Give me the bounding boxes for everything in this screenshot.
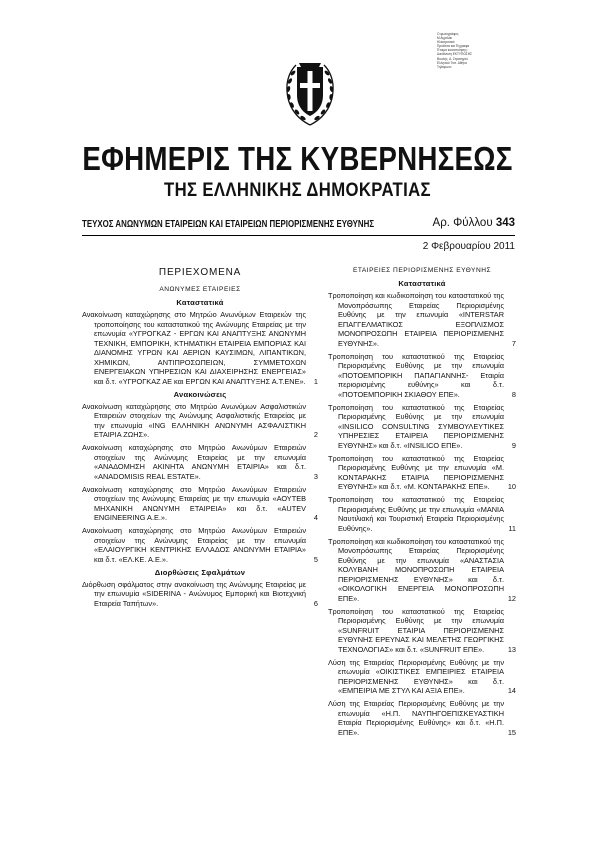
toc-entry-page: 13 bbox=[507, 644, 516, 654]
subsection-heading: Διορθώσεις Σφαλμάτων bbox=[154, 567, 246, 577]
header-divider bbox=[82, 235, 515, 236]
toc-entry[interactable] bbox=[328, 658, 516, 696]
subsection-heading: Ανακοινώσεις bbox=[173, 389, 227, 399]
issue-date: 2 Φεβρουαρίου 2011 bbox=[422, 241, 515, 252]
toc-entry-page: 9 bbox=[511, 440, 516, 450]
stamp-line: Μ Αγγελάκ bbox=[437, 36, 453, 41]
stamp-line: Ο φωτογράφος bbox=[437, 32, 459, 36]
issue-label: Αρ. Φύλλου bbox=[432, 217, 493, 229]
toc-entry[interactable] bbox=[328, 403, 516, 451]
toc-entry[interactable] bbox=[82, 580, 318, 609]
toc-entry-page: 3 bbox=[313, 471, 318, 481]
stamp-line: Διεύθυνση ΕΚΤΥΠΩΣΗΣ bbox=[437, 52, 472, 57]
toc-entry-page: 11 bbox=[508, 523, 516, 533]
toc-entry-page: 8 bbox=[511, 389, 516, 399]
contents-right-column bbox=[328, 266, 516, 741]
toc-entry-text: Τροποποίηση του καταστατικού της Εταιρείας Περιορισμένης Ευθύνης με την επωνυμία «ΜΑΝΙΑ Ναυτιλιακή και Τουριστική Εταιρεία Περιορισμένης Ευθύνης». bbox=[328, 495, 504, 533]
toc-entry-page: 7 bbox=[511, 338, 516, 348]
stamp-line: Ηλεκτρονικά bbox=[437, 40, 455, 45]
toc-entry[interactable] bbox=[82, 485, 318, 523]
toc-entry-text: Ανακοίνωση καταχώρησης στο Μητρώο Ανωνύμων Εταιρειών στοιχείων της Ανώνυμης Εταιρείας με την επωνυμία «ΕΛΑΙΟΥΡΓΙΚΗ ΚΕΝΤΡΙΚΗΣ ΕΛΛΑΔΟΣ ΑΝΩΝΥΜΗ ΕΤΑΙΡΙΑ» και δ.τ. «ΕΛ.ΚΕ. Α.Ε.». bbox=[82, 526, 306, 564]
gazette-title: ΕΦΗΜΕΡΙΣ ΤΗΣ ΚΥΒΕΡΝΗΣΕΩΣ bbox=[82, 140, 513, 177]
toc-entry-text: Τροποποίηση του καταστατικού της Εταιρείας Περιορισμένης Ευθύνης με την επωνυμία «Μ. ΚΟΝΤΑΡΑΚΗΣ ΕΤΑΙΡΙΑ ΠΕΡΙΟΡΙΣΜΕΝΗΣ ΕΥΘΥΝΗΣ» και δ.τ. «Μ. ΚΟΝΤΑΡΑΚΗΣ ΕΠΕ». bbox=[328, 453, 504, 492]
toc-entry-text: Ανακοίνωση καταχώρησης στο Μητρώο Ανωνύμων Εταιρειών της τροποποίησης του καταστατικού της Ανώνυμης Εταιρείας με την επωνυμία «ΥΓΡΟΓΚΑΖ - ΕΡΓΩΝ ΚΑΙ ΑΝΑΠΤΥΞΗΣ ΑΝΩΝΥΜΗ ΤΕΧΝΙΚΗ, ΕΜΠΟΡΙΚΗ, ΚΤΗΜΑΤΙΚΗ ΕΤΑΙΡΕΙΑ ΕΜΠΟΡΙΑΣ ΚΑΙ ΔΙΑΝΟΜΗΣ ΥΓΡΩΝ ΚΑΙ ΑΕΡΙΩΝ ΚΑΥΣΙΜΩΝ, ΛΙΠΑΝΤΙΚΩΝ, ΧΗΜΙΚΩΝ, ΑΝΤΙΠΡΟΣΩΠΕΙΩΝ, ΣΥΜΜΕΤΟΧΩΝ ΕΝΕΡΓΕΙΑΚΩΝ ΥΠΗΡΕΣΙΩΝ ΚΑΙ ΔΙΑΧΕΙΡΗΣΗΣ ΕΝΕΡΓΕΙΑΣ» και δ.τ. «ΥΓΡΟΓΚΑΖ ΑΕ και ΕΡΓΩΝ ΚΑΙ ΑΝΑΠΤΥΞΗΣ Α.Τ.ΕΝΕ». bbox=[82, 310, 306, 386]
toc-entry-text: Διόρθωση σφάλματος στην ανακοίνωση της Ανώνυμης Εταιρείας με την επωνυμία «SIDERINA - Ανώνυμος Εμπορική και Βιοτεχνική Εταιρεία Ταπήτων». bbox=[82, 579, 306, 608]
toc-entry-text: Τροποποίηση του καταστατικού της Εταιρείας Περιορισμένης Ευθύνης με την επωνυμία «INSILICO CONSULTING ΣΥΜΒΟΥΛΕΥΤΙΚΕΣ ΥΠΗΡΕΣΙΕΣ ΕΤΑΙΡΕΙΑ ΠΕΡΙΟΡΙΣΜΕΝΗΣ ΕΥΘΥΝΗΣ» και δ.τ. «INSILICO ΕΠΕ». bbox=[328, 402, 504, 450]
greek-coat-of-arms-icon bbox=[282, 55, 338, 127]
issue-type: ΤΕΥΧΟΣ ΑΝΩΝΥΜΩΝ ΕΤΑΙΡΕΙΩΝ ΚΑΙ ΕΤΑΙΡΕΙΩΝ ΠΕΡΙΟΡΙΣΜΕΝΗΣ ΕΥΘΥΝΗΣ bbox=[82, 219, 375, 230]
stamp-line: Έτοιμα κοινοποίησης: bbox=[437, 48, 468, 53]
toc-entry-text: Ανακοίνωση καταχώρησης στο Μητρώο Ανωνύμων Ασφαλιστικών Εταιρειών στοιχείων της Ανώνυμης Ασφαλιστικής Εταιρείας με την επωνυμία «ING ΕΛΛΗΝΙΚΗ ΑΝΩΝΥΜΗ ΑΣΦΑΛΙΣΤΙΚΗ ΕΤΑΙΡΙΑ ΖΩΗΣ». bbox=[82, 401, 306, 440]
issue-number: 343 bbox=[495, 217, 515, 229]
subsection-heading: Καταστατικά bbox=[398, 279, 446, 288]
toc-entry-page: 4 bbox=[313, 513, 318, 523]
toc-entry-page: 12 bbox=[507, 593, 516, 603]
toc-entry-text: Τροποποίηση του καταστατικού της Εταιρείας Περιορισμένης Ευθύνης με την επωνυμία «ΠΟΤΟΕΜΠΟΡΙΚΗ ΠΑΠΑΓΙΑΝΝΗΣ- Εταιρία περιορισμένης ευθύνης» και δ.τ. «ΠΟΤΟΕΜΠΟΡΙΚΗ ΣΚΙΑΘΟΥ ΕΠΕ». bbox=[328, 351, 504, 399]
subsection-heading: Καταστατικά bbox=[176, 298, 224, 307]
contents-left-column bbox=[82, 266, 318, 612]
toc-entry-page: 1 bbox=[313, 376, 318, 386]
stamp-line: Ελληνικό Τυπ. Αθήνα bbox=[437, 60, 467, 65]
section-heading: ΕΤΑΙΡΕΙΕΣ ΠΕΡΙΟΡΙΣΜΕΝΗΣ ΕΥΘΥΝΗΣ bbox=[352, 267, 492, 274]
stamp-line: Βουλής, Α. Στρατηγού bbox=[437, 56, 468, 61]
toc-entry-text: Τροποποίηση του καταστατικού της Εταιρείας Περιορισμένης Ευθύνης με την επωνυμία «SUNFRUIT ΕΤΑΙΡΙΑ ΠΕΡΙΟΡΙΣΜΕΝΗΣ ΕΥΘΥΝΗΣ ΕΡΕΥΝΑΣ ΚΑΙ ΜΕΛΕΤΗΣ ΓΕΩΡΓΙΚΗΣ ΤΕΧΝΟΛΟΓΙΑΣ» και δ.τ. «SUNFRUIT ΕΠΕ». bbox=[328, 606, 504, 654]
toc-entry-page: 2 bbox=[313, 430, 318, 440]
toc-entry-page: 5 bbox=[313, 554, 318, 564]
toc-entry[interactable] bbox=[328, 454, 516, 492]
toc-entry[interactable] bbox=[82, 526, 318, 564]
toc-entry-text: Τροποποίηση και κωδικοποίηση του καταστατικού της Μονοπρόσωπης Εταιρείας Περιορισμένης Ευθύνης με την επωνυμία «INTERSTAR ΕΠΑΓΓΕΛΜΑΤΙΚΟΣ ΕΞΟΠΛΙΣΜΟΣ ΜΟΝΟΠΡΟΣΩΠΗ ΕΤΑΙΡΕΙΑ ΠΕΡΙΟΡΙΣΜΕΝΗΣ ΕΥΘΥΝΗΣ». bbox=[328, 291, 504, 348]
toc-entry-page: 14 bbox=[507, 686, 516, 696]
toc-entry[interactable] bbox=[82, 402, 318, 440]
toc-entry-page: 6 bbox=[313, 598, 318, 608]
toc-entry[interactable] bbox=[82, 443, 318, 481]
toc-entry-page: 15 bbox=[507, 727, 516, 737]
toc-entry-text: Λύση της Εταιρείας Περιορισμένης Ευθύνης με την επωνυμία «Η.Π. ΝΑΥΠΗΓΟΕΠΙΣΚΕΥΑΣΤΙΚΗ Εταιρία Περιορισμένης Ευθύνης» και δ.τ. «Η.Π. ΕΠΕ». bbox=[328, 699, 504, 737]
stamp-line: Τηλέφωνο bbox=[437, 64, 452, 69]
contents-heading: ΠΕΡΙΕΧΟΜΕΝΑ bbox=[158, 267, 242, 278]
section-heading: ΑΝΩΝΥΜΕΣ ΕΤΑΙΡΕΙΕΣ bbox=[159, 286, 241, 293]
toc-entry[interactable] bbox=[328, 291, 516, 348]
gazette-subtitle: ΤΗΣ ΕΛΛΗΝΙΚΗΣ ΔΗΜΟΚΡΑΤΙΑΣ bbox=[164, 180, 431, 201]
toc-entry[interactable] bbox=[328, 607, 516, 655]
toc-entry-page: 10 bbox=[507, 482, 516, 492]
toc-entry[interactable] bbox=[328, 495, 516, 533]
toc-entry[interactable] bbox=[328, 699, 516, 737]
toc-entry[interactable] bbox=[82, 310, 318, 386]
toc-entry-text: Τροποποίηση και κωδικοποίηση του καταστατικού της Μονοπρόσωπης Εταιρείας Περιορισμένης Ευθύνης με την επωνυμία «ΑΝΑΣΤΑΣΙΑ ΚΟΛΥΒΑΝΗ ΜΟΝΟΠΡΟΣΩΠΗ ΕΤΑΙΡΕΙΑ ΠΕΡΙΟΡΙΣΜΕΝΗΣ ΕΥΘΥΝΗΣ» και δ.τ. «ΟΙΚΟΛΟΓΙΚΗ ΕΝΕΡΓΕΙΑ ΜΟΝΟΠΡΟΣΩΠΗ ΕΠΕ». bbox=[328, 536, 504, 603]
toc-entry-text: Ανακοίνωση καταχώρησης στο Μητρώο Ανωνύμων Εταιρειών στοιχείων της Ανώνυμης Εταιρείας με την επωνυμία «ΑΝΑΔΟΜΗΣΗ ΑΚΙΝΗΤΑ ΑΝΩΝΥΜΗ ΕΤΑΙΡΙΑ» και δ.τ. «ANADOMISIS REAL ESTATE». bbox=[82, 443, 306, 481]
toc-entry[interactable] bbox=[328, 352, 516, 400]
toc-entry-text: Ανακοίνωση καταχώρησης στο Μητρώο Ανωνύμων Εταιρειών στοιχείων της Ανώνυμης Εταιρείας με την επωνυμία «ΑΟΥΤΕΒ ΜΗΧΑΝΙΚΗ ΑΝΩΝΥΜΗ ΕΤΑΙΡΕΙΑ» και δ.τ. «AUTEV ENGINEERING A.E.». bbox=[82, 484, 306, 523]
issue-number-block bbox=[433, 217, 515, 229]
toc-entry[interactable] bbox=[328, 537, 516, 604]
toc-entry-text: Λύση της Εταιρείας Περιορισμένης Ευθύνης με την επωνυμία «ΟΙΚΙΣΤΙΚΕΣ ΕΜΠΕΙΡΙΕΣ ΕΤΑΙΡΕΙΑ ΠΕΡΙΟΡΙΣΜΕΝΗΣ ΕΥΘΥΝΗΣ» και δ.τ. «ΕΜΠΕΙΡΙΑ ΜΕ ΣΤΥΛ ΚΑΙ ΑΞΙΑ ΕΠΕ». bbox=[328, 657, 504, 696]
electronic-signature-stamp bbox=[437, 32, 497, 69]
stamp-line: Προϊόντα και Έγγραφα bbox=[437, 44, 470, 49]
